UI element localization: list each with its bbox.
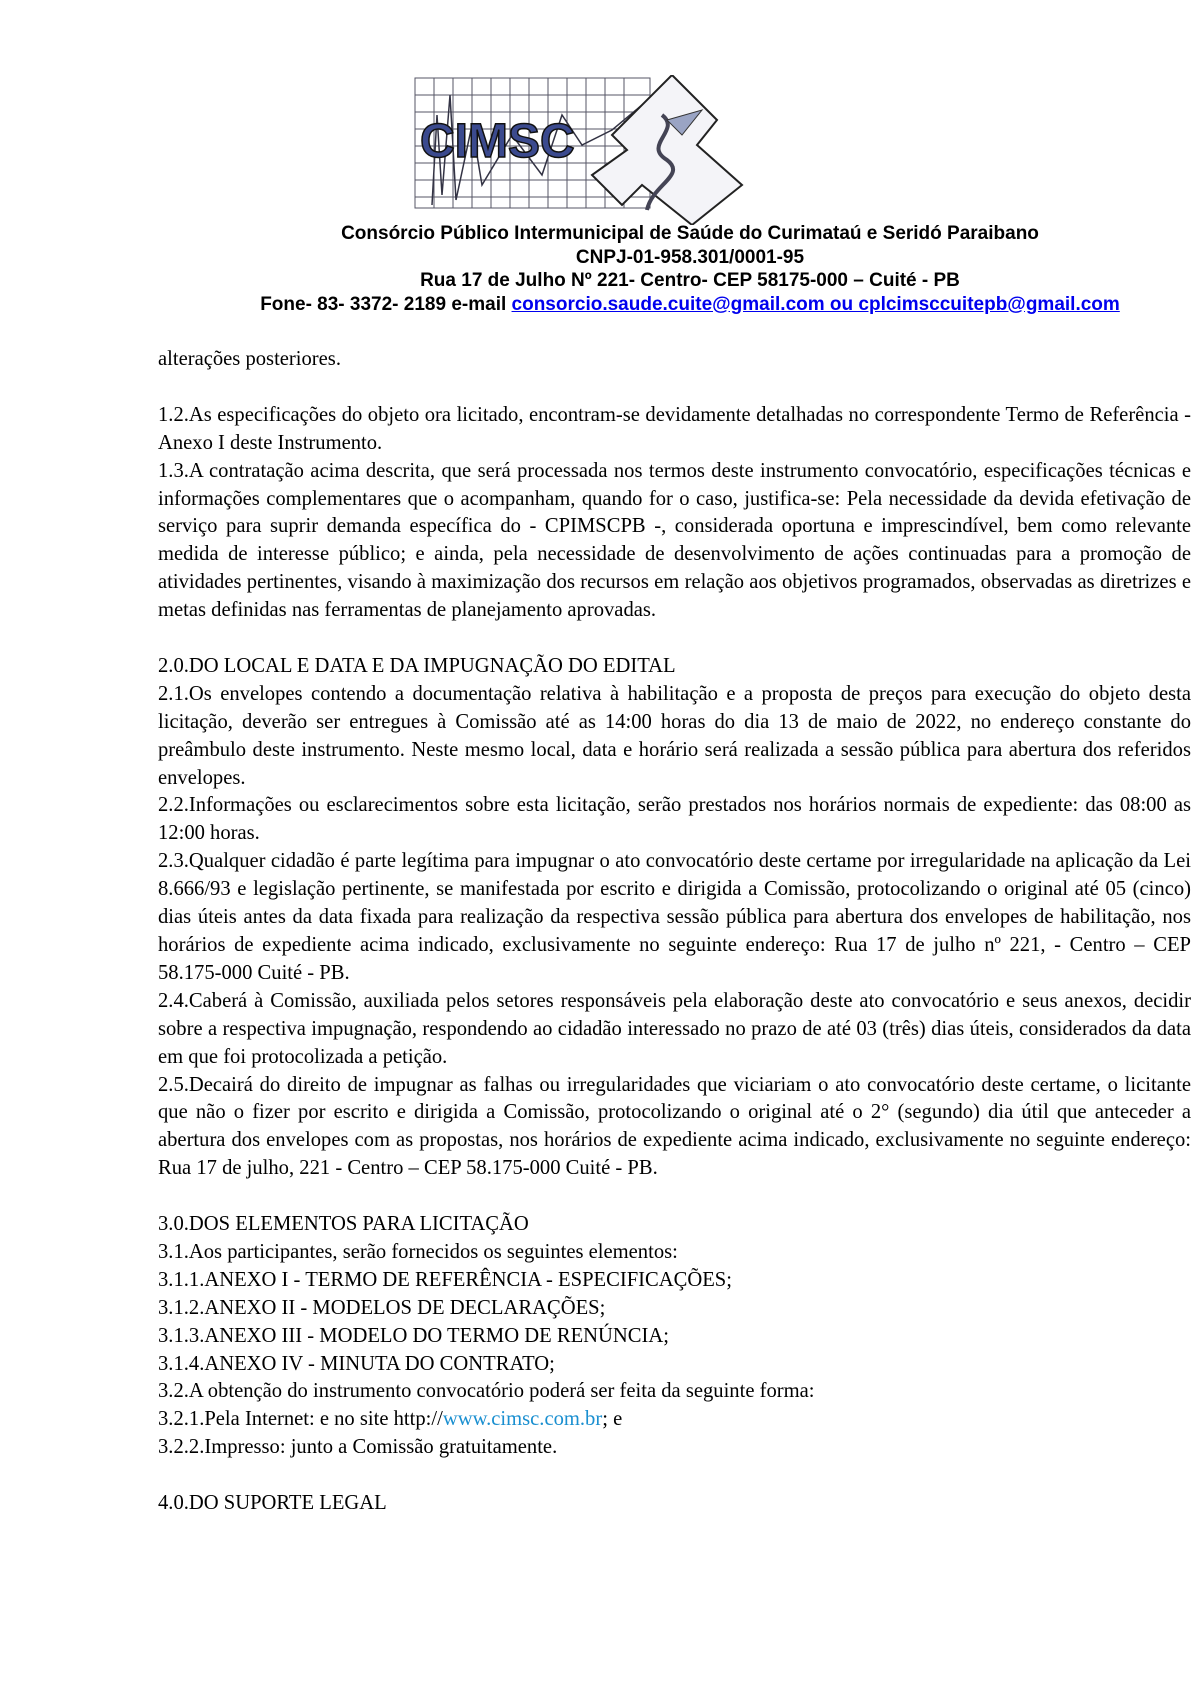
list-item: 3.1.2.ANEXO II - MODELOS DE DECLARAÇÕES; xyxy=(158,1296,606,1319)
list-item: 3.1.3.ANEXO III - MODELO DO TERMO DE RENÚNCIA; xyxy=(158,1324,669,1347)
cnpj: CNPJ-01-958.301/0001-95 xyxy=(575,246,805,268)
paragraph: 2.3.Qualquer cidadão é parte legítima para impugnar o ato convocatório deste certame por irregularidade na aplicação da Lei 8.666/93 e legislação pertinente, se manifestada por escrito e dirigida a Comissão, protocolizando o original até 05 (cinco) dias úteis antes da data fixada para realização da respectiva sessão pública para abertura dos envelopes de habilitação, nos horários de expediente acima indicado, exclusivamente no seguinte endereço: Rua 17 de julho nº 221, - Centro – CEP 58.175-000 Cuité - PB. xyxy=(158,850,1191,984)
contact-line xyxy=(150,293,1200,317)
phone-text: Fone- 83- 3372- 2189 e-mail xyxy=(260,293,512,315)
cimsc-logo xyxy=(412,75,767,225)
list-item: 3.1.4.ANEXO IV - MINUTA DO CONTRATO; xyxy=(158,1352,555,1375)
document-body xyxy=(158,346,1191,1518)
paragraph: 3.1.Aos participantes, serão fornecidos os seguintes elementos: xyxy=(158,1240,678,1263)
list-item: 3.2.2.Impresso: junto a Comissão gratuitamente. xyxy=(158,1436,558,1459)
email-links[interactable]: consorcio.saude.cuite@gmail.com ou cplcimsccuitepb@gmail.com xyxy=(511,293,1120,315)
section-heading: 3.0.DOS ELEMENTOS PARA LICITAÇÃO xyxy=(158,1213,529,1236)
paragraph: alterações posteriores. xyxy=(158,348,341,370)
paragraph: 1.2.As especificações do objeto ora licitado, encontram-se devidamente detalhadas no correspondente Termo de Referência - Anexo I deste Instrumento. xyxy=(158,403,1191,454)
paragraph: 1.3.A contratação acima descrita, que será processada nos termos deste instrumento convocatório, especificações técnicas e informações complementares que o acompanham, quando for o caso, justifica-se: Pela necessidade da devida efetivação de serviço para suprir demanda específica do - CPIMSCPB -, considerada oportuna e imprescindível, bem como relevante medida de interesse público; e ainda, pela necessidade de desenvolvimento de ações continuadas para a promoção de atividades pertinentes, visando à maximização dos recursos em relação aos objetivos programados, observadas as diretrizes e metas definidas nas ferramentas de planejamento aprovadas. xyxy=(158,459,1191,622)
letterhead xyxy=(150,222,1200,316)
text: ; e xyxy=(602,1408,623,1431)
paragraph: 3.2.A obtenção do instrumento convocatório poderá ser feita da seguinte forma: xyxy=(158,1380,815,1403)
list-item xyxy=(158,1406,1191,1434)
website-link[interactable]: www.cimsc.com.br xyxy=(442,1408,603,1431)
text: 3.2.1.Pela Internet: e no site http:// xyxy=(158,1408,443,1431)
org-name: Consórcio Público Intermunicipal de Saúde do Curimataú e Seridó Paraibano xyxy=(341,223,1039,244)
section-heading: 2.0.DO LOCAL E DATA E DA IMPUGNAÇÃO DO EDITAL xyxy=(158,654,676,677)
svg-text:CIMSC: CIMSC xyxy=(420,115,575,168)
paragraph: 2.1.Os envelopes contendo a documentação relativa à habilitação e a proposta de preços para execução do objeto desta licitação, deverão ser entregues à Comissão até as 14:00 horas do dia 13 de maio de 2022, no endereço constante do preâmbulo deste instrumento. Neste mesmo local, data e horário será realizada a sessão pública para abertura dos referidos envelopes. xyxy=(158,682,1191,789)
paragraph: 2.2.Informações ou esclarecimentos sobre esta licitação, serão prestados nos horários normais de expediente: das 08:00 as 12:00 horas. xyxy=(158,794,1191,845)
paragraph: 2.5.Decairá do direito de impugnar as falhas ou irregularidades que viciariam o ato convocatório deste certame, o licitante que não o fizer por escrito e dirigida a Comissão, protocolizando o original até o 2° (segundo) dia útil que anteceder a abertura dos envelopes com as propostas, nos horários de expediente acima indicado, exclusivamente no seguinte endereço: Rua 17 de julho, 221 - Centro – CEP 58.175-000 Cuité - PB. xyxy=(158,1073,1191,1180)
paragraph: 2.4.Caberá à Comissão, auxiliada pelos setores responsáveis pela elaboração deste ato convocatório e seus anexos, decidir sobre a respectiva impugnação, respondendo ao cidadão interessado no prazo de até 03 (três) dias úteis, considerados da data em que foi protocolizada a petição. xyxy=(158,989,1191,1068)
list-item: 3.1.1.ANEXO I - TERMO DE REFERÊNCIA - ESPECIFICAÇÕES; xyxy=(158,1268,732,1291)
section-heading: 4.0.DO SUPORTE LEGAL xyxy=(158,1492,387,1515)
address: Rua 17 de Julho Nº 221- Centro- CEP 58175-000 – Cuité - PB xyxy=(420,270,960,291)
